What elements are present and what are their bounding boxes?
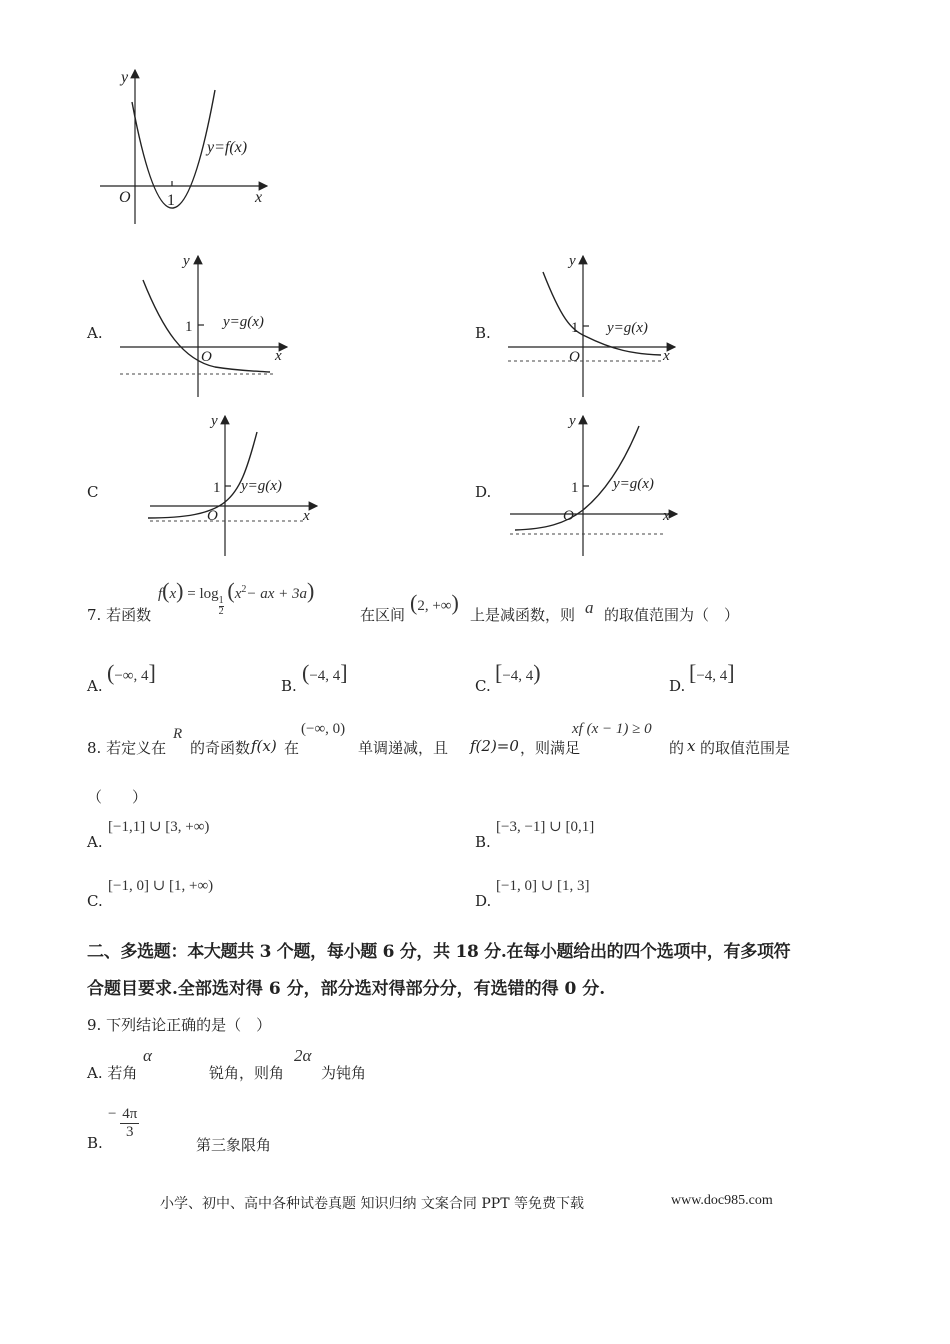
q9-two-alpha: 2α [294, 1046, 312, 1065]
q7-suffix-1: 上是减函数，则 [470, 606, 576, 624]
axis-label-x: x [663, 508, 670, 524]
q7-formula: f(x) = log $\frac{1}{2}$ ($x^2-$ ax + 3a) [158, 578, 315, 617]
q8-option-a-label[interactable]: A. [87, 833, 103, 851]
section2-line1: 二、多选题：本大题共 3 个题，每小题 6 分，共 18 分.在每小题给出的四个选项中，有多项符 [87, 942, 791, 962]
axis-label-x: x [303, 508, 310, 524]
footer-left: 小学、初中、高中各种试卷真题 知识归纳 文案合同 PPT 等免费下载 [160, 1196, 584, 1212]
curve-label: y=g(x) [223, 314, 264, 330]
q7-inner-rest: − ax + 3a [246, 586, 308, 602]
q7-prefix: 7. 若函数 [87, 606, 152, 624]
q6-option-a-label[interactable]: A. [87, 324, 103, 342]
q8-t2: 在 [284, 739, 300, 757]
origin-label: O [207, 508, 218, 524]
curve-g [148, 432, 257, 518]
tick-label-1: 1 [571, 480, 579, 496]
q7-option-a-value[interactable]: (−∞, 4] [107, 660, 156, 685]
origin-label: O [563, 508, 574, 524]
q8-option-c-label[interactable]: C. [87, 892, 103, 910]
figure-f [95, 62, 275, 232]
q8-x: x [687, 737, 696, 755]
q8-paren: （ ） [87, 788, 148, 806]
q7-log-base: $\frac{1}{2}$ [218, 595, 224, 617]
curve-label: y=g(x) [241, 478, 282, 494]
q7-f: f [158, 586, 163, 602]
q9-b-fraction: − $\frac{4\pi}{3}$ [108, 1106, 138, 1140]
q8-t6: 的取值范围是 [700, 739, 791, 757]
figure-option-b [503, 250, 683, 400]
section2-line2: 合题目要求.全部选对得 6 分，部分选对得部分分，有选错的得 0 分. [87, 979, 606, 999]
axis-label-x: x [275, 348, 282, 364]
q7-a: a [585, 598, 594, 617]
q8-R: R [173, 726, 183, 742]
axis-label-y: y [211, 413, 218, 429]
figure-option-d [505, 410, 685, 560]
q8-prefix: 8. 若定义在 [87, 739, 167, 757]
figure-option-a [115, 250, 295, 400]
q8-interval: (−∞, 0) [301, 721, 346, 737]
figure-option-c [145, 410, 325, 560]
tick-label-1: 1 [571, 320, 579, 336]
q7-inner-exp: 2 [241, 584, 247, 595]
q9-b-end: 第三象限角 [196, 1136, 272, 1154]
axis-label-y: y [569, 253, 576, 269]
q8-t4: ，则满足 [520, 739, 581, 757]
q8-inequality: xf (x − 1) ≥ 0 [572, 721, 652, 737]
curve-label: y=g(x) [607, 320, 648, 336]
q9-alpha: α [143, 1046, 152, 1065]
q9-a-end: 为钝角 [321, 1064, 367, 1082]
q7-option-b-value[interactable]: (−4, 4] [302, 660, 348, 685]
q7-mid: 在区间 [360, 606, 406, 624]
q7-option-d-value[interactable]: [−4, 4] [689, 660, 735, 685]
q7-option-c-label[interactable]: C. [475, 677, 491, 695]
axis-label-x: x [255, 189, 263, 206]
q7-option-b-label[interactable]: B. [281, 677, 297, 695]
tick-label-1: 1 [167, 192, 175, 209]
q8-option-a-value[interactable]: [−1,1] ∪ [3, +∞) [108, 819, 210, 835]
parabola-curve [132, 90, 215, 208]
origin-label: O [119, 189, 131, 206]
curve-g [543, 272, 661, 355]
q7-option-a-label[interactable]: A. [87, 677, 103, 695]
q8-t1: 的奇函数 [190, 739, 251, 757]
q8-t5: 的 [669, 739, 685, 757]
q8-option-c-value[interactable]: [−1, 0] ∪ [1, +∞) [108, 878, 214, 894]
footer-link[interactable]: www.doc985.com [671, 1193, 773, 1208]
axis-label-y: y [569, 413, 576, 429]
q9-option-a-label[interactable]: A. 若角 [87, 1064, 138, 1082]
axis-label-x: x [663, 348, 670, 364]
q8-option-d-value[interactable]: [−1, 0] ∪ [1, 3] [496, 878, 590, 894]
q6-option-c-label[interactable]: C [87, 483, 99, 501]
q6-option-b-label[interactable]: B. [475, 324, 491, 342]
q6-option-d-label[interactable]: D. [475, 483, 492, 501]
q7-interval: (2, +∞) [410, 590, 459, 615]
q9-option-b-label[interactable]: B. [87, 1134, 103, 1152]
axis-label-y: y [183, 253, 190, 269]
q7-x: x [169, 586, 177, 602]
origin-label: O [569, 349, 580, 365]
q7-eq-log: = log [187, 586, 219, 602]
q8-fx: f(x) [251, 737, 277, 755]
q7-option-d-label[interactable]: D. [669, 677, 686, 695]
curve-label: y=f(x) [207, 139, 248, 156]
origin-label: O [201, 349, 212, 365]
q7-option-c-value[interactable]: [−4, 4) [495, 660, 541, 685]
curve-label: y=g(x) [613, 476, 654, 492]
q8-option-b-label[interactable]: B. [475, 833, 491, 851]
q9-a-mid: 锐角，则角 [209, 1064, 285, 1082]
axis-label-y: y [121, 69, 129, 86]
q7-suffix-2: 的取值范围为（ ） [604, 606, 740, 624]
tick-label-1: 1 [213, 480, 221, 496]
q8-option-d-label[interactable]: D. [475, 892, 492, 910]
tick-label-1: 1 [185, 319, 193, 335]
q9-stem: 9. 下列结论正确的是（ ） [87, 1016, 272, 1034]
q8-option-b-value[interactable]: [−3, −1] ∪ [0,1] [496, 819, 595, 835]
q7-inner-x: x [234, 586, 242, 602]
q8-cond: f(2)=0 [470, 737, 519, 755]
q8-t3: 单调递减，且 [358, 739, 449, 757]
